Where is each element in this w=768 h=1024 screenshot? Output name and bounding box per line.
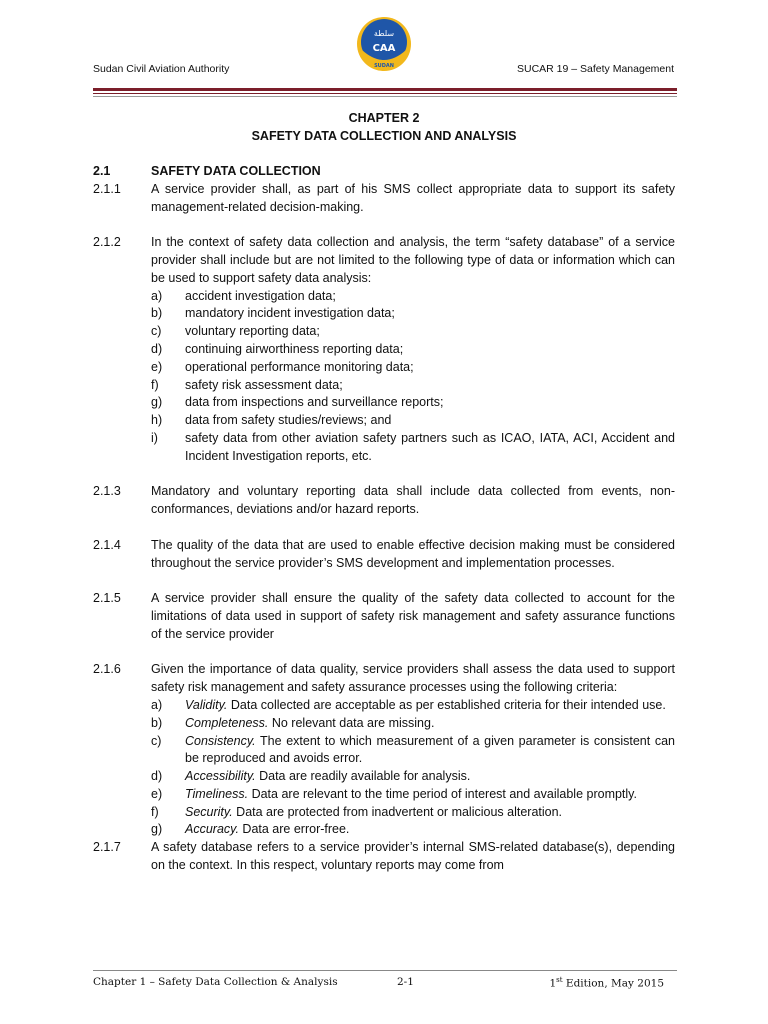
- criterion-term: Timeliness.: [185, 786, 249, 801]
- footer-edition: 1st Edition, May 2015: [549, 976, 664, 990]
- list-item: e) Timeliness. Data are relevant to the time period of interest and available promptly.: [151, 786, 637, 801]
- criterion-term: Completeness.: [185, 715, 269, 730]
- section-2-1-4: 2.1.4 The quality of the data that are used to enable effective decision making must be considered throughout the service provider’s SMS development and implementation processes.: [93, 537, 675, 570]
- list-item: d) continuing airworthiness reporting data;: [151, 341, 404, 356]
- section-2-1-3: 2.1.3 Mandatory and voluntary reporting data shall include data collected from events, non-conformances, deviations and/or hazard reports.: [93, 484, 675, 517]
- list-item: f) safety risk assessment data;: [151, 377, 343, 392]
- data-type-list: [151, 288, 675, 466]
- criterion-desc: Data are relevant to the time period of interest and available promptly.: [248, 786, 637, 801]
- header-left: Sudan Civil Aviation Authority: [93, 63, 230, 75]
- list-item: b) Completeness. No relevant data are missing.: [151, 715, 435, 730]
- criterion-term: Validity.: [185, 697, 228, 712]
- list-item: b) mandatory incident investigation data;: [151, 306, 395, 321]
- list-item: e) operational performance monitoring data;: [151, 359, 414, 374]
- criterion-term: Security.: [185, 804, 233, 819]
- criteria-list: [151, 697, 675, 839]
- footer-page-number: 2-1: [397, 976, 414, 988]
- criterion-desc: The extent to which measurement of a given parameter is consistent can be reproduced and avoids error.: [185, 733, 675, 766]
- list-item: c) Consistency. The extent to which measurement of a given parameter is consistent can be reproduced and avoids error.: [151, 733, 675, 766]
- criterion-desc: No relevant data are missing.: [268, 715, 435, 730]
- section-2-1-1: 2.1.1 A service provider shall, as part of his SMS collect appropriate data to support its safety management-related decision-making.: [93, 181, 675, 214]
- footer-rule: [93, 970, 677, 971]
- list-item: f) Security. Data are protected from inadvertent or malicious alteration.: [151, 804, 563, 819]
- list-item: d) Accessibility. Data are readily available for analysis.: [151, 769, 471, 784]
- criterion-desc: Data are readily available for analysis.: [255, 769, 471, 784]
- criterion-term: Consistency.: [185, 733, 256, 748]
- list-item: g) data from inspections and surveillance reports;: [151, 395, 444, 410]
- list-item: g) Accuracy. Data are error-free.: [151, 822, 350, 837]
- chapter-number: CHAPTER 2: [348, 111, 420, 125]
- list-item: h) data from safety studies/reviews; and: [151, 413, 392, 428]
- criterion-term: Accuracy.: [185, 822, 239, 837]
- list-item: a) accident investigation data;: [151, 288, 336, 303]
- svg-text:ﺳﻠﻄﺔ: ﺳﻠﻄﺔ: [373, 29, 395, 38]
- header-rule-thin: [93, 93, 677, 94]
- svg-text:CAA: CAA: [372, 43, 396, 54]
- svg-text:SUDAN: SUDAN: [374, 63, 394, 69]
- section-2-1-2: 2.1.2 In the context of safety data collection and analysis, the term “safety database” of a service provider shall include but are not limited to the following type of data or information which can be used to support safety data analysis: a) accident investigation data; b) mandatory incident investigation data; c) voluntary reporting data; d) continuing airworthiness reporting data; e) operational performance monitoring data; f) safety risk assessment data; g) data from inspections and surveillance reports; h) data from safety studies/reviews; and i) safety data from other aviation safety partners such as ICAO, IATA, ACI, Accident and Incident Investigation reports, etc.: [93, 234, 675, 465]
- section-2-1-7: 2.1.7 A safety database refers to a service provider’s internal SMS-related database(s), depending on the context. In this respect, voluntary reports may come from: [93, 840, 675, 873]
- section-2-1-5: 2.1.5 A service provider shall ensure the quality of the safety data collected to account for the limitations of data used in support of safety risk management and safety assurance functions of the service provider: [93, 591, 675, 641]
- criterion-desc: Data are protected from inadvertent or malicious alteration.: [232, 804, 563, 819]
- header-rule-thick: [93, 88, 677, 91]
- criterion-desc: Data collected are acceptable as per established criteria for their intended use.: [227, 697, 666, 712]
- header-right: SUCAR 19 – Safety Management: [517, 63, 674, 75]
- caa-logo-icon: [354, 14, 414, 74]
- criterion-desc: Data are error-free.: [238, 822, 350, 837]
- list-item: i) safety data from other aviation safety partners such as ICAO, IATA, ACI, Accident and Incident Investigation reports, etc.: [151, 430, 675, 463]
- section-2-1-6: 2.1.6 Given the importance of data quality, service providers shall assess the data used to support safety risk management and safety assurance processes using the following criteria: a) Validity. Data collected are acceptable as per established criteria for their intended use. b) Completeness. No relevant data are missing. c) Consistency. The extent to which measurement of a given parameter is consistent can be reproduced and avoids error. d) Accessibility. Data are readily available for analysis. e) Timeliness. Data are relevant to the time period of interest and available promptly. f) Security. Data are protected from inadvertent or malicious alteration. g) Accuracy. Data are error-free.: [93, 661, 675, 839]
- list-item: c) voluntary reporting data;: [151, 324, 320, 339]
- chapter-title: SAFETY DATA COLLECTION AND ANALYSIS: [251, 129, 517, 143]
- list-item: a) Validity. Data collected are acceptable as per established criteria for their intended use.: [151, 697, 666, 712]
- footer-left: Chapter 1 – Safety Data Collection & Analysis: [93, 976, 338, 988]
- document-body: [93, 163, 675, 875]
- section-2-1: 2.1 SAFETY DATA COLLECTION: [93, 164, 321, 178]
- header-rule-grey: [93, 96, 677, 97]
- criterion-term: Accessibility.: [185, 769, 256, 784]
